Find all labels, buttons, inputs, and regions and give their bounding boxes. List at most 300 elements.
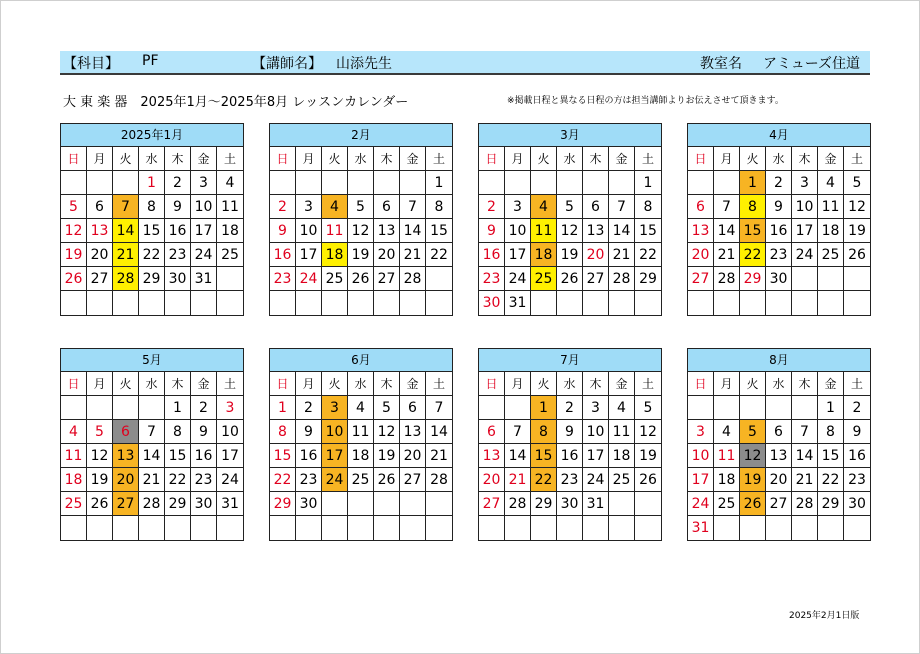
weekday-header: 日 xyxy=(61,147,87,171)
day-cell: 28 xyxy=(505,492,531,516)
day-cell: 23 xyxy=(557,468,583,492)
day-cell: 9 xyxy=(296,420,322,444)
day-cell: 25 xyxy=(322,267,348,291)
day-cell: 17 xyxy=(688,468,714,492)
empty-day-cell xyxy=(766,396,792,420)
day-cell: 22 xyxy=(139,243,165,267)
month-grid xyxy=(61,372,243,540)
empty-day-cell xyxy=(479,516,505,540)
day-cell: 12 xyxy=(635,420,661,444)
day-cell: 11 xyxy=(531,219,557,243)
day-cell: 7 xyxy=(505,420,531,444)
day-cell: 6 xyxy=(766,420,792,444)
day-cell: 16 xyxy=(766,219,792,243)
day-cell: 25 xyxy=(609,468,635,492)
weekday-header: 土 xyxy=(844,147,870,171)
empty-day-cell xyxy=(296,516,322,540)
empty-day-cell xyxy=(714,171,740,195)
day-cell: 31 xyxy=(217,492,243,516)
weekday-header: 水 xyxy=(348,147,374,171)
day-cell: 15 xyxy=(740,219,766,243)
day-cell: 8 xyxy=(270,420,296,444)
day-cell: 17 xyxy=(583,444,609,468)
day-cell: 30 xyxy=(766,267,792,291)
day-cell: 10 xyxy=(505,219,531,243)
empty-day-cell xyxy=(557,516,583,540)
weekday-header: 土 xyxy=(844,372,870,396)
empty-day-cell xyxy=(818,291,844,315)
empty-day-cell xyxy=(61,516,87,540)
month-calendar-7 xyxy=(478,348,662,541)
day-cell: 22 xyxy=(635,243,661,267)
day-cell: 17 xyxy=(296,243,322,267)
day-cell: 15 xyxy=(139,219,165,243)
empty-day-cell xyxy=(217,516,243,540)
subject-value: PF xyxy=(142,53,159,69)
day-cell: 15 xyxy=(635,219,661,243)
day-cell: 19 xyxy=(844,219,870,243)
day-cell: 29 xyxy=(818,492,844,516)
info-header-bar xyxy=(60,51,870,75)
day-cell: 25 xyxy=(531,267,557,291)
day-cell: 24 xyxy=(191,243,217,267)
empty-day-cell xyxy=(766,291,792,315)
day-cell: 8 xyxy=(531,420,557,444)
day-cell: 24 xyxy=(583,468,609,492)
weekday-header: 月 xyxy=(87,147,113,171)
day-cell: 28 xyxy=(400,267,426,291)
weekday-header: 水 xyxy=(766,147,792,171)
day-cell: 30 xyxy=(191,492,217,516)
day-cell: 24 xyxy=(792,243,818,267)
empty-day-cell xyxy=(139,291,165,315)
empty-day-cell xyxy=(426,516,452,540)
day-cell: 18 xyxy=(217,219,243,243)
day-cell: 9 xyxy=(766,195,792,219)
weekday-header: 火 xyxy=(322,372,348,396)
day-cell: 29 xyxy=(270,492,296,516)
empty-day-cell xyxy=(818,267,844,291)
day-cell: 13 xyxy=(479,444,505,468)
day-cell: 18 xyxy=(714,468,740,492)
day-cell: 18 xyxy=(322,243,348,267)
empty-day-cell xyxy=(635,492,661,516)
day-cell: 12 xyxy=(61,219,87,243)
empty-day-cell xyxy=(557,171,583,195)
month-calendar-1 xyxy=(60,123,244,316)
empty-day-cell xyxy=(374,291,400,315)
empty-day-cell xyxy=(374,171,400,195)
month-grid xyxy=(479,147,661,315)
empty-day-cell xyxy=(688,171,714,195)
day-cell: 27 xyxy=(374,267,400,291)
weekday-header: 木 xyxy=(165,147,191,171)
weekday-header: 月 xyxy=(296,372,322,396)
day-cell: 2 xyxy=(479,195,505,219)
weekday-header: 月 xyxy=(714,147,740,171)
empty-day-cell xyxy=(87,516,113,540)
day-cell: 16 xyxy=(270,243,296,267)
month-calendar-5 xyxy=(60,348,244,541)
day-cell: 24 xyxy=(217,468,243,492)
weekday-header: 日 xyxy=(479,147,505,171)
day-cell: 13 xyxy=(113,444,139,468)
day-cell: 20 xyxy=(400,444,426,468)
subject-label: 【科目】 xyxy=(63,56,119,72)
day-cell: 19 xyxy=(635,444,661,468)
day-cell: 23 xyxy=(844,468,870,492)
day-cell: 4 xyxy=(61,420,87,444)
day-cell: 11 xyxy=(61,444,87,468)
day-cell: 22 xyxy=(426,243,452,267)
day-cell: 27 xyxy=(583,267,609,291)
month-grid xyxy=(688,372,870,540)
month-title: 2月 xyxy=(270,124,452,147)
weekday-header: 水 xyxy=(557,372,583,396)
empty-day-cell xyxy=(348,492,374,516)
day-cell: 17 xyxy=(792,219,818,243)
day-cell: 21 xyxy=(113,243,139,267)
day-cell: 10 xyxy=(322,420,348,444)
day-cell: 1 xyxy=(818,396,844,420)
day-cell: 11 xyxy=(714,444,740,468)
empty-day-cell xyxy=(87,171,113,195)
day-cell: 23 xyxy=(270,267,296,291)
day-cell: 2 xyxy=(296,396,322,420)
day-cell: 7 xyxy=(400,195,426,219)
empty-day-cell xyxy=(844,291,870,315)
weekday-header: 日 xyxy=(688,147,714,171)
day-cell: 19 xyxy=(348,243,374,267)
day-cell: 4 xyxy=(322,195,348,219)
day-cell: 7 xyxy=(792,420,818,444)
empty-day-cell xyxy=(766,516,792,540)
day-cell: 12 xyxy=(348,219,374,243)
day-cell: 5 xyxy=(844,171,870,195)
weekday-header: 水 xyxy=(766,372,792,396)
day-cell: 8 xyxy=(740,195,766,219)
day-cell: 14 xyxy=(714,219,740,243)
day-cell: 1 xyxy=(635,171,661,195)
empty-day-cell xyxy=(792,267,818,291)
empty-day-cell xyxy=(296,171,322,195)
day-cell: 3 xyxy=(322,396,348,420)
empty-day-cell xyxy=(165,291,191,315)
day-cell: 15 xyxy=(165,444,191,468)
day-cell: 2 xyxy=(165,171,191,195)
day-cell: 10 xyxy=(191,195,217,219)
day-cell: 7 xyxy=(139,420,165,444)
day-cell: 3 xyxy=(296,195,322,219)
month-grid xyxy=(479,372,661,540)
day-cell: 23 xyxy=(165,243,191,267)
day-cell: 16 xyxy=(844,444,870,468)
day-cell: 29 xyxy=(139,267,165,291)
day-cell: 27 xyxy=(400,468,426,492)
empty-day-cell xyxy=(270,516,296,540)
empty-day-cell xyxy=(635,516,661,540)
day-cell: 13 xyxy=(583,219,609,243)
weekday-header: 木 xyxy=(165,372,191,396)
day-cell: 10 xyxy=(217,420,243,444)
day-cell: 25 xyxy=(348,468,374,492)
empty-day-cell xyxy=(296,291,322,315)
empty-day-cell xyxy=(505,516,531,540)
day-cell: 20 xyxy=(113,468,139,492)
month-title: 4月 xyxy=(688,124,870,147)
day-cell: 13 xyxy=(688,219,714,243)
day-cell: 11 xyxy=(348,420,374,444)
month-title: 2025年1月 xyxy=(61,124,243,147)
empty-day-cell xyxy=(609,516,635,540)
empty-day-cell xyxy=(113,396,139,420)
month-grid xyxy=(688,147,870,315)
day-cell: 5 xyxy=(557,195,583,219)
empty-day-cell xyxy=(217,267,243,291)
month-calendar-3 xyxy=(478,123,662,316)
weekday-header: 木 xyxy=(583,147,609,171)
day-cell: 4 xyxy=(217,171,243,195)
empty-day-cell xyxy=(609,291,635,315)
day-cell: 12 xyxy=(374,420,400,444)
weekday-header: 金 xyxy=(818,372,844,396)
day-cell: 31 xyxy=(505,291,531,315)
empty-day-cell xyxy=(87,396,113,420)
teacher-label: 【講師名】 xyxy=(252,56,322,72)
school-label: 教室名 xyxy=(700,56,742,72)
day-cell: 27 xyxy=(688,267,714,291)
day-cell: 21 xyxy=(426,444,452,468)
empty-day-cell xyxy=(635,291,661,315)
day-cell: 11 xyxy=(818,195,844,219)
day-cell: 15 xyxy=(531,444,557,468)
day-cell: 29 xyxy=(635,267,661,291)
empty-day-cell xyxy=(740,516,766,540)
empty-day-cell xyxy=(609,492,635,516)
weekday-header: 火 xyxy=(113,147,139,171)
day-cell: 28 xyxy=(113,267,139,291)
weekday-header: 火 xyxy=(740,372,766,396)
day-cell: 29 xyxy=(531,492,557,516)
day-cell: 31 xyxy=(583,492,609,516)
day-cell: 3 xyxy=(792,171,818,195)
weekday-header: 土 xyxy=(217,372,243,396)
day-cell: 26 xyxy=(374,468,400,492)
day-cell: 22 xyxy=(818,468,844,492)
schedule-note: ※掲載日程と異なる日程の方は担当講師よりお伝えさせて頂きます。 xyxy=(507,96,784,106)
day-cell: 14 xyxy=(113,219,139,243)
weekday-header: 水 xyxy=(557,147,583,171)
weekday-header: 木 xyxy=(374,372,400,396)
empty-day-cell xyxy=(426,291,452,315)
empty-day-cell xyxy=(714,516,740,540)
day-cell: 22 xyxy=(531,468,557,492)
weekday-header: 金 xyxy=(609,372,635,396)
day-cell: 9 xyxy=(165,195,191,219)
empty-day-cell xyxy=(426,267,452,291)
weekday-header: 土 xyxy=(426,147,452,171)
day-cell: 18 xyxy=(61,468,87,492)
day-cell: 16 xyxy=(191,444,217,468)
day-cell: 13 xyxy=(766,444,792,468)
teacher-value: 山添先生 xyxy=(336,56,392,72)
weekday-header: 火 xyxy=(740,147,766,171)
day-cell: 8 xyxy=(165,420,191,444)
empty-day-cell xyxy=(609,171,635,195)
version-date: 2025年2月1日版 xyxy=(789,611,860,621)
day-cell: 1 xyxy=(740,171,766,195)
day-cell: 8 xyxy=(426,195,452,219)
day-cell: 18 xyxy=(531,243,557,267)
day-cell: 31 xyxy=(191,267,217,291)
day-cell: 20 xyxy=(766,468,792,492)
weekday-header: 火 xyxy=(531,372,557,396)
day-cell: 3 xyxy=(583,396,609,420)
day-cell: 30 xyxy=(165,267,191,291)
day-cell: 20 xyxy=(583,243,609,267)
empty-day-cell xyxy=(531,171,557,195)
weekday-header: 金 xyxy=(818,147,844,171)
day-cell: 25 xyxy=(217,243,243,267)
day-cell: 19 xyxy=(374,444,400,468)
day-cell: 23 xyxy=(191,468,217,492)
weekday-header: 木 xyxy=(792,147,818,171)
weekday-header: 月 xyxy=(87,372,113,396)
day-cell: 5 xyxy=(635,396,661,420)
weekday-header: 日 xyxy=(61,372,87,396)
empty-day-cell xyxy=(61,291,87,315)
day-cell: 31 xyxy=(688,516,714,540)
empty-day-cell xyxy=(374,516,400,540)
day-cell: 19 xyxy=(557,243,583,267)
empty-day-cell xyxy=(740,396,766,420)
month-grid xyxy=(270,372,452,540)
day-cell: 9 xyxy=(479,219,505,243)
empty-day-cell xyxy=(714,396,740,420)
day-cell: 16 xyxy=(557,444,583,468)
school-value: アミューズ住道 xyxy=(763,56,861,72)
day-cell: 26 xyxy=(87,492,113,516)
day-cell: 26 xyxy=(61,267,87,291)
day-cell: 19 xyxy=(61,243,87,267)
empty-day-cell xyxy=(61,171,87,195)
day-cell: 19 xyxy=(87,468,113,492)
empty-day-cell xyxy=(217,291,243,315)
weekday-header: 日 xyxy=(270,147,296,171)
day-cell: 22 xyxy=(165,468,191,492)
day-cell: 15 xyxy=(270,444,296,468)
day-cell: 1 xyxy=(165,396,191,420)
day-cell: 12 xyxy=(844,195,870,219)
day-cell: 3 xyxy=(505,195,531,219)
day-cell: 26 xyxy=(635,468,661,492)
weekday-header: 日 xyxy=(479,372,505,396)
day-cell: 29 xyxy=(740,267,766,291)
empty-day-cell xyxy=(844,267,870,291)
day-cell: 8 xyxy=(635,195,661,219)
day-cell: 5 xyxy=(348,195,374,219)
empty-day-cell xyxy=(792,516,818,540)
weekday-header: 水 xyxy=(348,372,374,396)
day-cell: 24 xyxy=(505,267,531,291)
weekday-header: 金 xyxy=(400,147,426,171)
month-grid xyxy=(61,147,243,315)
empty-day-cell xyxy=(400,171,426,195)
day-cell: 2 xyxy=(191,396,217,420)
day-cell: 19 xyxy=(740,468,766,492)
day-cell: 24 xyxy=(296,267,322,291)
day-cell: 9 xyxy=(844,420,870,444)
weekday-header: 月 xyxy=(714,372,740,396)
day-cell: 3 xyxy=(688,420,714,444)
day-cell: 27 xyxy=(87,267,113,291)
day-cell: 21 xyxy=(714,243,740,267)
day-cell: 4 xyxy=(714,420,740,444)
empty-day-cell xyxy=(426,492,452,516)
day-cell: 18 xyxy=(609,444,635,468)
empty-day-cell xyxy=(270,171,296,195)
empty-day-cell xyxy=(400,516,426,540)
empty-day-cell xyxy=(531,516,557,540)
empty-day-cell xyxy=(191,516,217,540)
weekday-header: 土 xyxy=(635,372,661,396)
day-cell: 30 xyxy=(296,492,322,516)
day-cell: 2 xyxy=(557,396,583,420)
empty-day-cell xyxy=(348,516,374,540)
day-cell: 11 xyxy=(322,219,348,243)
day-cell: 20 xyxy=(479,468,505,492)
day-cell: 23 xyxy=(766,243,792,267)
day-cell: 3 xyxy=(191,171,217,195)
weekday-header: 火 xyxy=(113,372,139,396)
weekday-header: 金 xyxy=(400,372,426,396)
empty-day-cell xyxy=(400,492,426,516)
day-cell: 25 xyxy=(818,243,844,267)
day-cell: 13 xyxy=(374,219,400,243)
weekday-header: 木 xyxy=(583,372,609,396)
day-cell: 16 xyxy=(165,219,191,243)
day-cell: 20 xyxy=(87,243,113,267)
empty-day-cell xyxy=(348,171,374,195)
page-title: 大 東 楽 器 2025年1月～2025年8月 レッスンカレンダー xyxy=(63,95,409,110)
day-cell: 9 xyxy=(191,420,217,444)
day-cell: 17 xyxy=(505,243,531,267)
month-title: 6月 xyxy=(270,349,452,372)
day-cell: 27 xyxy=(479,492,505,516)
empty-day-cell xyxy=(113,291,139,315)
day-cell: 5 xyxy=(740,420,766,444)
day-cell: 25 xyxy=(714,492,740,516)
weekday-header: 金 xyxy=(191,147,217,171)
empty-day-cell xyxy=(322,516,348,540)
day-cell: 4 xyxy=(609,396,635,420)
day-cell: 10 xyxy=(296,219,322,243)
day-cell: 20 xyxy=(688,243,714,267)
day-cell: 5 xyxy=(87,420,113,444)
month-calendar-2 xyxy=(269,123,453,316)
day-cell: 1 xyxy=(270,396,296,420)
day-cell: 23 xyxy=(479,267,505,291)
day-cell: 22 xyxy=(270,468,296,492)
day-cell: 10 xyxy=(583,420,609,444)
day-cell: 15 xyxy=(818,444,844,468)
day-cell: 2 xyxy=(766,171,792,195)
day-cell: 17 xyxy=(322,444,348,468)
day-cell: 1 xyxy=(531,396,557,420)
weekday-header: 木 xyxy=(374,147,400,171)
day-cell: 4 xyxy=(531,195,557,219)
month-title: 7月 xyxy=(479,349,661,372)
